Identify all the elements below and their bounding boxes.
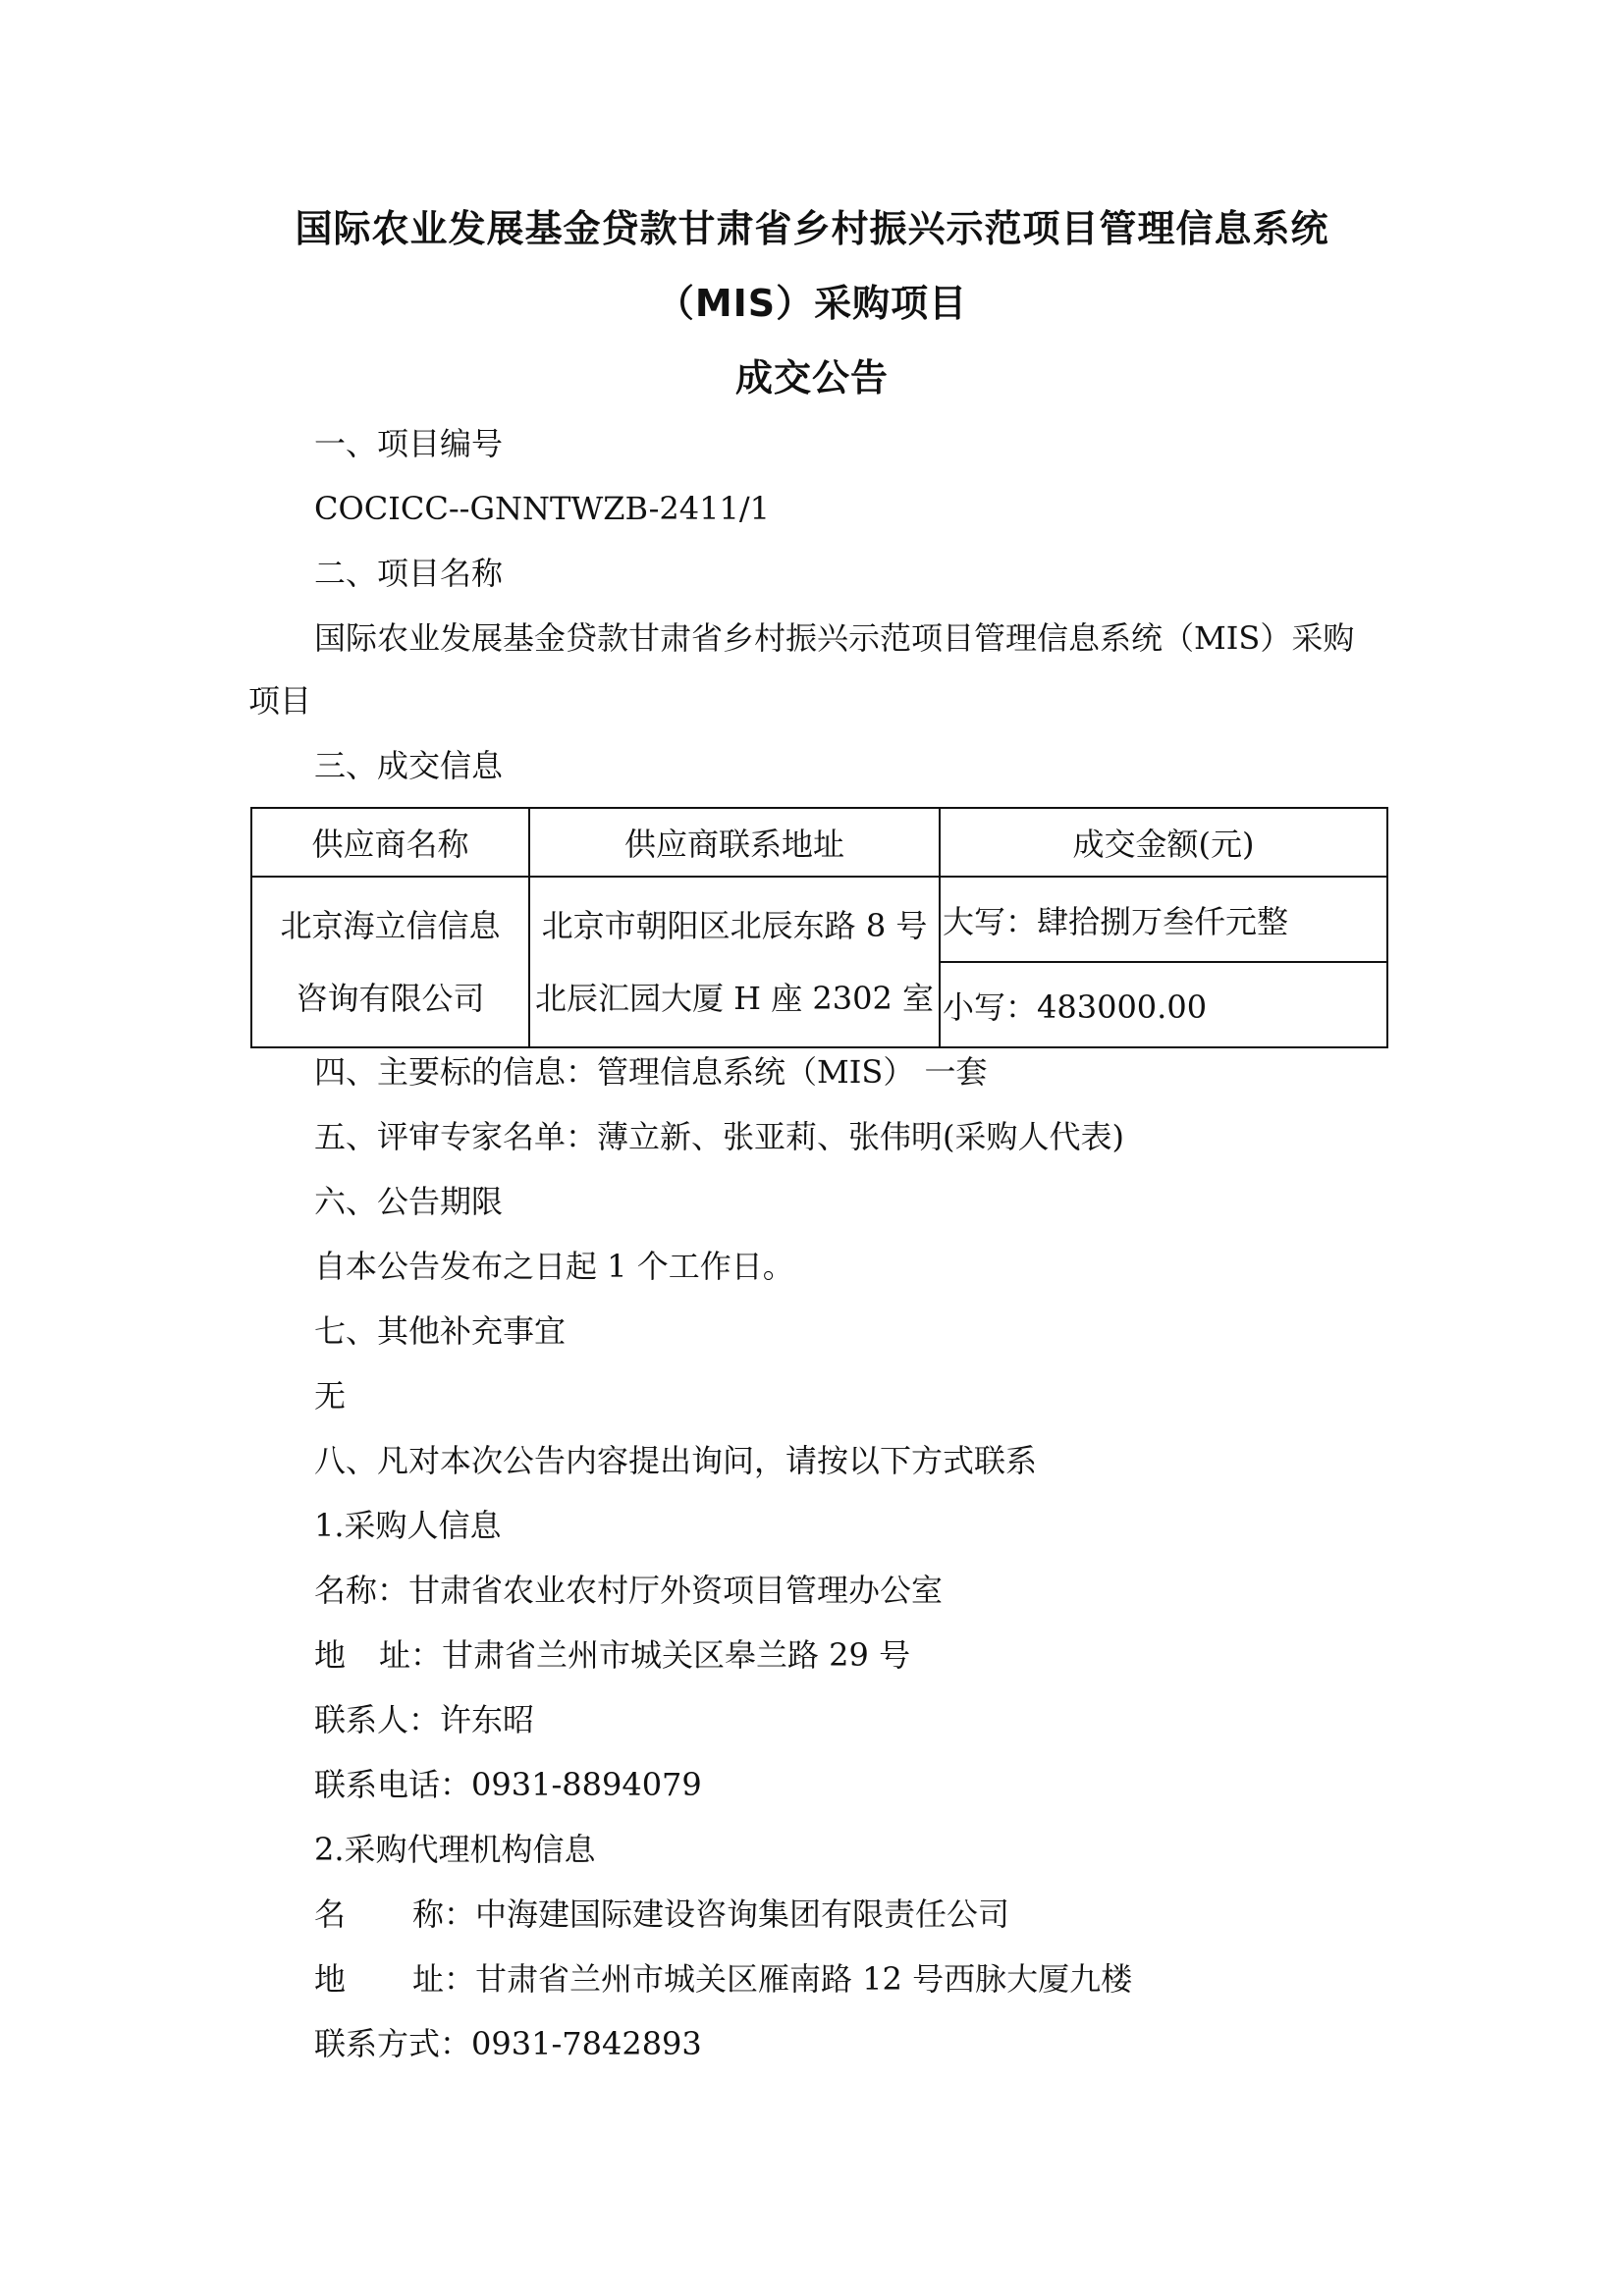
agency-heading: 2.采购代理机构信息 (314, 1831, 596, 1868)
supplementary-value: 无 (314, 1377, 347, 1415)
section-8-heading: 八、凡对本次公告内容提出询问，请按以下方式联系 (314, 1442, 1038, 1479)
amount-lowercase: 小写：483000.00 (940, 962, 1387, 1047)
section-1-heading: 一、项目编号 (314, 425, 504, 462)
purchaser-name: 名称：甘肃省农业农村厅外资项目管理办公室 (314, 1572, 944, 1609)
project-number: COCICC--GNNTWZB-2411/1 (314, 490, 770, 527)
supplier-address-line-2: 北辰汇园大厦 H 座 2302 室 (534, 980, 935, 1017)
project-name-line-2: 项目 (248, 682, 312, 720)
title-line-3: 成交公告 (734, 356, 889, 400)
award-table (250, 807, 1388, 1048)
purchaser-heading: 1.采购人信息 (314, 1507, 502, 1544)
title-line-2: （MIS）采购项目 (656, 282, 968, 325)
supplier-name-line-2: 咨询有限公司 (296, 980, 485, 1017)
section-3-heading: 三、成交信息 (314, 747, 504, 784)
purchaser-address-label: 地 (314, 1636, 347, 1674)
announcement-period: 自本公告发布之日起 1 个工作日。 (314, 1248, 794, 1285)
supplier-name-cell (251, 877, 529, 1047)
agency-name-label: 名 (314, 1896, 347, 1933)
supplier-address-line-1: 北京市朝阳区北辰东路 8 号 (541, 907, 928, 944)
section-5-reviewers: 五、评审专家名单：薄立新、张亚莉、张伟明(采购人代表) (314, 1118, 1124, 1155)
project-name-line-1: 国际农业发展基金贷款甘肃省乡村振兴示范项目管理信息系统（MIS）采购 (314, 619, 1355, 657)
header-supplier-address: 供应商联系地址 (529, 808, 940, 877)
header-supplier-name: 供应商名称 (251, 808, 529, 877)
agency-contact: 联系方式：0931-7842893 (314, 2025, 702, 2062)
section-2-heading: 二、项目名称 (314, 555, 504, 592)
agency-name-text: 称：中海建国际建设咨询集团有限责任公司 (412, 1896, 1010, 1933)
purchaser-address-text: 址：甘肃省兰州市城关区皋兰路 29 号 (379, 1636, 911, 1674)
section-6-heading: 六、公告期限 (314, 1183, 504, 1220)
agency-address (314, 1959, 1132, 1999)
title-line-1: 国际农业发展基金贷款甘肃省乡村振兴示范项目管理信息系统 (295, 207, 1329, 250)
header-award-amount: 成交金额(元) (940, 808, 1387, 877)
agency-address-text: 址：甘肃省兰州市城关区雁南路 12 号西脉大厦九楼 (412, 1960, 1133, 1998)
purchaser-address (314, 1635, 910, 1675)
amount-uppercase: 大写：肆拾捌万叁仟元整 (940, 877, 1387, 962)
agency-name (314, 1895, 1009, 1934)
supplier-name-line-1: 北京海立信信息 (280, 907, 501, 944)
section-7-heading: 七、其他补充事宜 (314, 1312, 567, 1350)
purchaser-phone: 联系电话：0931-8894079 (314, 1766, 702, 1803)
agency-address-label: 地 (314, 1960, 347, 1998)
purchaser-contact: 联系人：许东昭 (314, 1701, 535, 1738)
supplier-address-cell (529, 877, 940, 1047)
section-4-main-item: 四、主要标的信息：管理信息系统（MIS） 一套 (314, 1053, 988, 1091)
